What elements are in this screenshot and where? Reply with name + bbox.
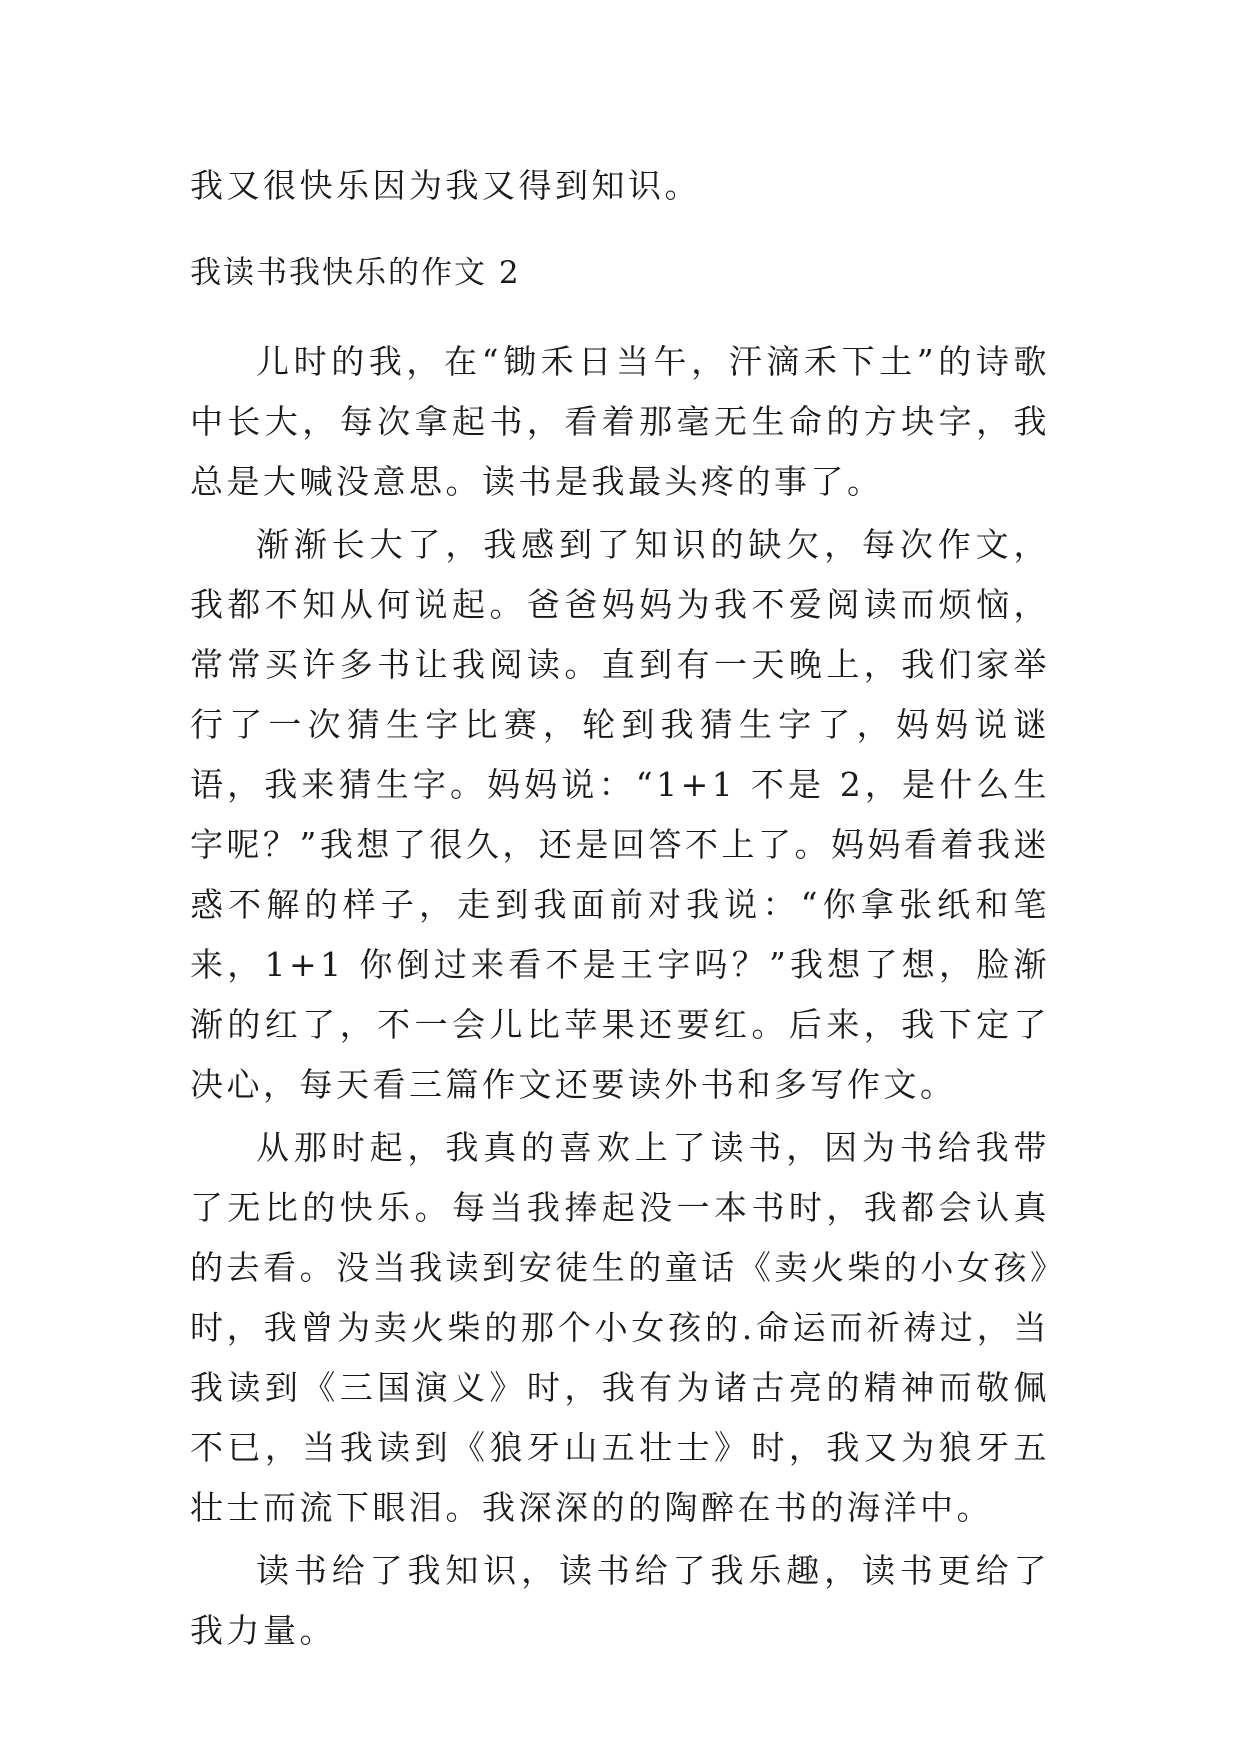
paragraph: 渐渐长大了，我感到了知识的缺欠，每次作文，我都不知从何说起。爸爸妈妈为我不爱阅读而烦恼，常常买许多书让我阅读。直到有一天晚上，我们家举行了一次猜生字比赛，轮到我猜生字了，妈妈说谜语，我来猜生字。妈妈说：“1+1 不是 2，是什么生字呢？”我想了很久，还是回答不上了。妈妈看着我迷惑不解的样子，走到我面前对我说：“你拿张纸和笔来，1+1 你倒过来看不是王字吗？”我想了想，脸渐渐的红了，不一会儿比苹果还要红。后来，我下定了决心，每天看三篇作文还要读外书和多写作文。 — [190, 525, 1050, 1104]
essay-body — [190, 332, 1050, 1664]
paragraph: 从那时起，我真的喜欢上了读书，因为书给我带了无比的快乐。每当我捧起没一本书时，我都会认真的去看。没当我读到安徒生的童话《卖火柴的小女孩》时，我曾为卖火柴的那个小女孩的.命运而祈祷过，当我读到《三国演义》时，我有为诸古亮的精神而敬佩不已，当我读到《狼牙山五壮士》时，我又为狼牙五壮士而流下眼泪。我深深的的陶醉在书的海洋中。 — [190, 1128, 1050, 1527]
paragraph: 读书给了我知识，读书给了我乐趣，读书更给了我力量。 — [190, 1551, 1050, 1650]
essay-heading: 我读书我快乐的作文 2 — [190, 255, 521, 291]
paragraph: 儿时的我，在“锄禾日当午，汗滴禾下土”的诗歌中长大，每次拿起书，看着那毫无生命的方块字，我总是大喊没意思。读书是我最头疼的事了。 — [190, 342, 1050, 501]
continuation-line: 我又很快乐因为我又得到知识。 — [190, 166, 701, 205]
